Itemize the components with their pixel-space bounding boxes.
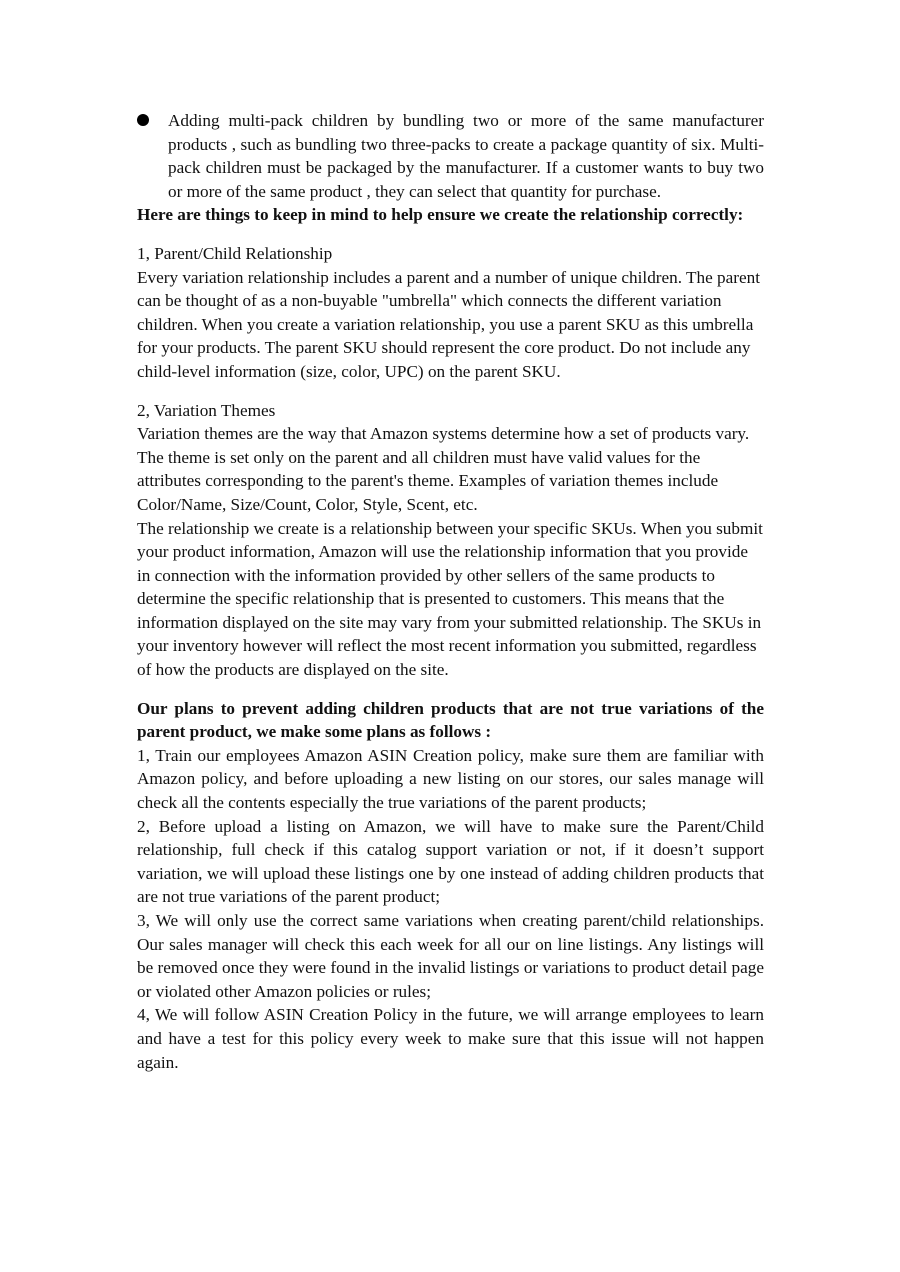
section-title: 2, Variation Themes bbox=[137, 400, 276, 420]
plan-item: 1, Train our employees Amazon ASIN Creation policy, make sure them are familiar with Amazon policy, and before uploading a new listing on our stores, our sales manage will check all the contents especially the true variations of the parent products; bbox=[137, 745, 764, 813]
section-title: 1, Parent/Child Relationship bbox=[137, 243, 333, 263]
section-paragraph: Variation themes are the way that Amazon systems determine how a set of products vary. The theme is set only on the parent and all children must have valid values for the attributes corresponding to the parent's theme. Examples of variation themes include Color/Name, Size/Count, Color, Style, Scent, etc. bbox=[137, 424, 750, 514]
spacer bbox=[137, 227, 764, 242]
plans-section bbox=[137, 697, 764, 1075]
spacer bbox=[137, 384, 764, 399]
section-paragraph: The relationship we create is a relationship between your specific SKUs. When you submit your product information, Amazon will use the relationship information that you provide in connection with the information provided by other sellers of the same products to determine the specific relationship that is presented to customers. This means that the information displayed on the site may vary from your submitted relationship. The SKUs in your inventory however will reflect the most recent information you submitted, regardless of how the products are displayed on the site. bbox=[137, 518, 763, 680]
keep-in-mind-heading: Here are things to keep in mind to help ensure we create the relationship correctly: bbox=[137, 205, 744, 225]
document-page bbox=[137, 109, 764, 1074]
bullet-text: Adding multi-pack children by bundling two or more of the same manufacturer products , such as bundling two three-packs to create a package quantity of six. Multi-pack children must be packaged by the manufacturer. If a customer wants to buy two or more of the same product , they can select that quantity for purchase. bbox=[168, 111, 764, 201]
bullet-item bbox=[137, 109, 764, 203]
bullet-dot-icon bbox=[137, 114, 149, 126]
section-paragraph: Every variation relationship includes a parent and a number of unique children. The parent can be thought of as a non-buyable "umbrella" which connects the different variation children. When you create a variation relationship, you use a parent SKU as this umbrella for your products. The parent SKU should represent the core product. Do not include any child-level information (size, color, UPC) on the parent SKU. bbox=[137, 267, 760, 381]
plan-item: 3, We will only use the correct same variations when creating parent/child relationships. Our sales manager will check this each week for all our on line listings. Any listings will be removed once they were found in the invalid listings or variations to product detail page or violated other Amazon policies or rules; bbox=[137, 911, 764, 1001]
plan-item: 4, We will follow ASIN Creation Policy in the future, we will arrange employees to learn and have a test for this policy every week to make sure that this issue will not happen again. bbox=[137, 1005, 764, 1072]
plans-heading: Our plans to prevent adding children products that are not true variations of the parent product, we make some plans as follows : bbox=[137, 698, 764, 742]
spacer bbox=[137, 682, 764, 697]
section-parent-child bbox=[137, 242, 764, 384]
section-variation-themes bbox=[137, 399, 764, 682]
plan-item: 2, Before upload a listing on Amazon, we will have to make sure the Parent/Child relationship, full check if this catalog support variation or not, if it doesn’t support variation, we will upload these listings one by one instead of adding children products that are not true variations of the parent product; bbox=[137, 816, 764, 907]
